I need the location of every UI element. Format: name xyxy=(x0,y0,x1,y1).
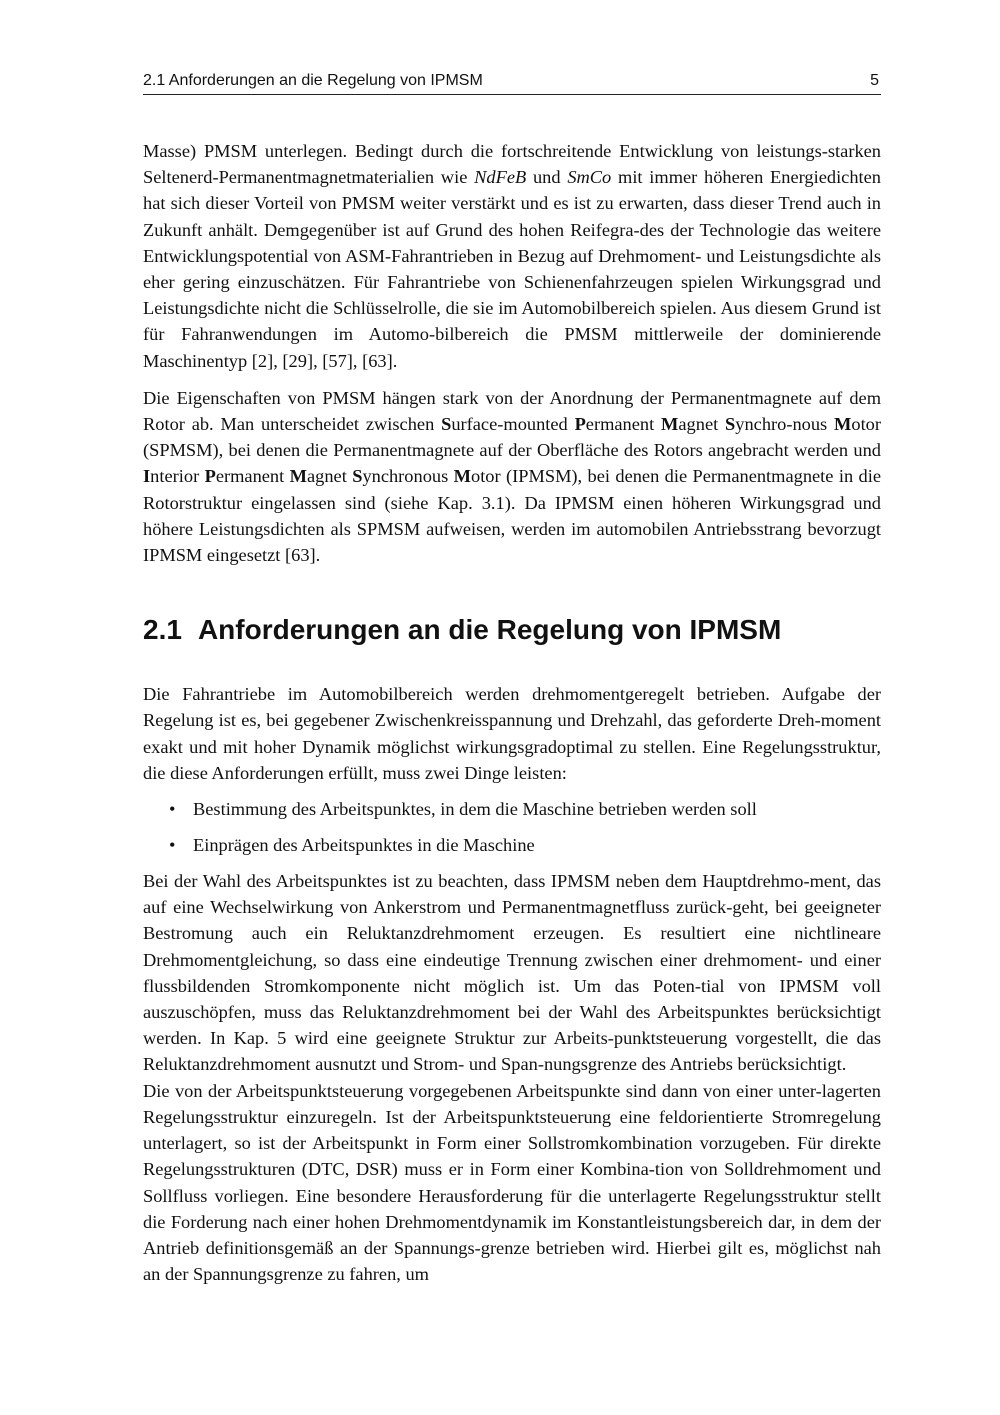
acronym-letter: M xyxy=(834,414,852,435)
text-run: urface-mounted xyxy=(451,414,575,435)
page-number: 5 xyxy=(870,72,879,89)
acronym-letter: P xyxy=(574,414,586,435)
text-run: ermanent xyxy=(585,414,662,435)
acronym-letter: S xyxy=(725,414,736,435)
bullet-icon: • xyxy=(169,799,176,820)
material-smco: SmCo xyxy=(567,167,612,188)
running-header xyxy=(143,70,881,95)
bullet-icon: • xyxy=(169,835,176,856)
requirements-list xyxy=(143,796,881,858)
text-run: ermanent xyxy=(215,466,290,487)
text-run: agnet xyxy=(306,466,353,487)
acronym-letter: S xyxy=(352,466,363,487)
list-item xyxy=(143,832,881,858)
paragraph-operating-point: Bei der Wahl des Arbeitspunktes ist zu beachten, dass IPMSM neben dem Hauptdrehmo-ment, das auf eine Wechselwirkung von Ankerstrom und Permanentmagnetfluss zurück-geht, bei geeigneter Bestromung auch ein Reluktanzdrehmoment erzeugen. Es resultiert eine nichtlineare Drehmomentgleichung, so dass eine eindeutige Trennung zwischen einer drehmoment- und einer flussbildenden Stromkomponente nicht möglich ist. Um das Poten-tial von IPMSM voll auszuschöpfen, muss das Reluktanzdrehmoment bei der Wahl des Arbeitspunktes berücksichtigt werden. In Kap. 5 wird eine geeignete Struktur zur Arbeits-punktsteuerung vorgestellt, die das Reluktanzdrehmoment ausnutzt und Strom- und Span-nungsgrenze des Antriebs berücksichtigt. xyxy=(143,871,881,1075)
list-item-text: Einprägen des Arbeitspunktes in die Maschine xyxy=(193,835,535,856)
section-heading xyxy=(143,613,881,647)
paragraph-control-requirements: Die Fahrantriebe im Automobilbereich werden drehmomentgeregelt betrieben. Aufgabe der Regelung ist es, bei gegebener Zwischenkreisspannung und Drehzahl, das geforderte Dreh-moment exakt und mit hoher Dynamik möglichst wirkungsgradoptimal zu stellen. Eine Regelungsstruktur, die diese Anforderungen erfüllt, muss zwei Dinge leisten: xyxy=(143,684,881,783)
paragraph-subordinate-control: Die von der Arbeitspunktsteuerung vorgegebenen Arbeitspunkte sind dann von einer unter-lagerten Regelungsstruktur einzuregeln. Ist der Arbeitspunktsteuerung eine feldorientierte Stromregelung unterlagert, so ist der Arbeitspunkt in Form einer Sollstromkombination vorzugeben. Für direkte Regelungsstrukturen (DTC, DSR) muss er in Form einer Kombina-tion von Solldrehmoment und Sollfluss vorliegen. Eine besondere Herausforderung für die unterlagerte Regelungsstruktur stellt die Forderung nach einer hohen Drehmomentdynamik im Konstantleistungsbereich dar, in dem der Antrieb definitionsgemäß an der Spannungs-grenze betrieben wird. Hierbei gilt es, möglichst nah an der Spannungsgrenze zu fahren, um xyxy=(143,1080,881,1285)
paragraph-pmsm-advantages xyxy=(143,138,881,374)
text-run: Masse) PMSM unterlegen. Bedingt durch die fortschreitende Entwicklung von leistungs-starken Seltenerd-Permanentmagnetmaterialien wie xyxy=(143,141,881,188)
text-run: otor (SPMSM), bei denen die Permanentmagnete auf der Oberfläche des Rotors angebracht werden und xyxy=(143,414,881,461)
list-item-text: Bestimmung des Arbeitspunktes, in dem die Maschine betrieben werden soll xyxy=(193,799,757,820)
page-body xyxy=(143,138,881,1287)
text-run: und xyxy=(526,167,568,188)
list-item xyxy=(143,796,881,822)
text-run: ynchro-nous xyxy=(735,414,835,435)
acronym-letter: M xyxy=(289,466,307,487)
text-run: mit immer höheren Energiedichten hat sich dieser Vorteil von PMSM weiter verstärkt und es ist zu erwarten, dass dieser Trend auch in Zukunft anhält. Demgegenüber ist auf Grund des hohen Reifegra-des der Technologie das weitere Entwicklungspotential von ASM-Fahrantrieben in Bezug auf Drehmoment- und Leistungsdichte als eher gering einzuschätzen. Für Fahrantriebe von Schienenfahrzeugen spielen Wirkungsgrad und Leistungsdichte nicht die Schlüsselrolle, die sie im Automobilbereich spielen. Aus diesem Grund ist für Fahranwendungen im Automo-bilbereich die PMSM mittlerweile der dominierende Maschinentyp [2], [29], [57], [63]. xyxy=(143,167,882,371)
acronym-letter: M xyxy=(453,466,471,487)
acronym-letter: P xyxy=(204,466,216,487)
section-title: Anforderungen an die Regelung von IPMSM xyxy=(197,614,782,646)
section-number: 2.1 xyxy=(143,614,182,646)
running-header-section-ref: 2.1 Anforderungen an die Regelung von IPMSM xyxy=(143,72,483,89)
text-run: Die Eigenschaften von PMSM hängen stark von der Anordnung der Permanentmagnete auf dem Rotor ab. Man unterscheidet zwischen xyxy=(143,387,881,435)
text-run: nterior xyxy=(150,466,205,487)
material-ndfeb: NdFeB xyxy=(474,167,527,188)
acronym-letter: S xyxy=(441,414,452,435)
text-run: ynchronous xyxy=(362,466,454,487)
acronym-letter: I xyxy=(143,466,151,487)
text-run: agnet xyxy=(678,414,726,435)
text-run: otor (IPMSM), bei denen die Permanentmagnete in die Rotorstruktur eingelassen sind (siehe Kap. 3.1). Da IPMSM einen höheren Wirkungsgrad und höhere Leistungsdichten als SPMSM aufweisen, werden im automobilen Antriebsstrang bevorzugt IPMSM eingesetzt [63]. xyxy=(143,466,881,566)
acronym-letter: M xyxy=(661,414,679,435)
paragraph-pmsm-types xyxy=(143,385,881,568)
